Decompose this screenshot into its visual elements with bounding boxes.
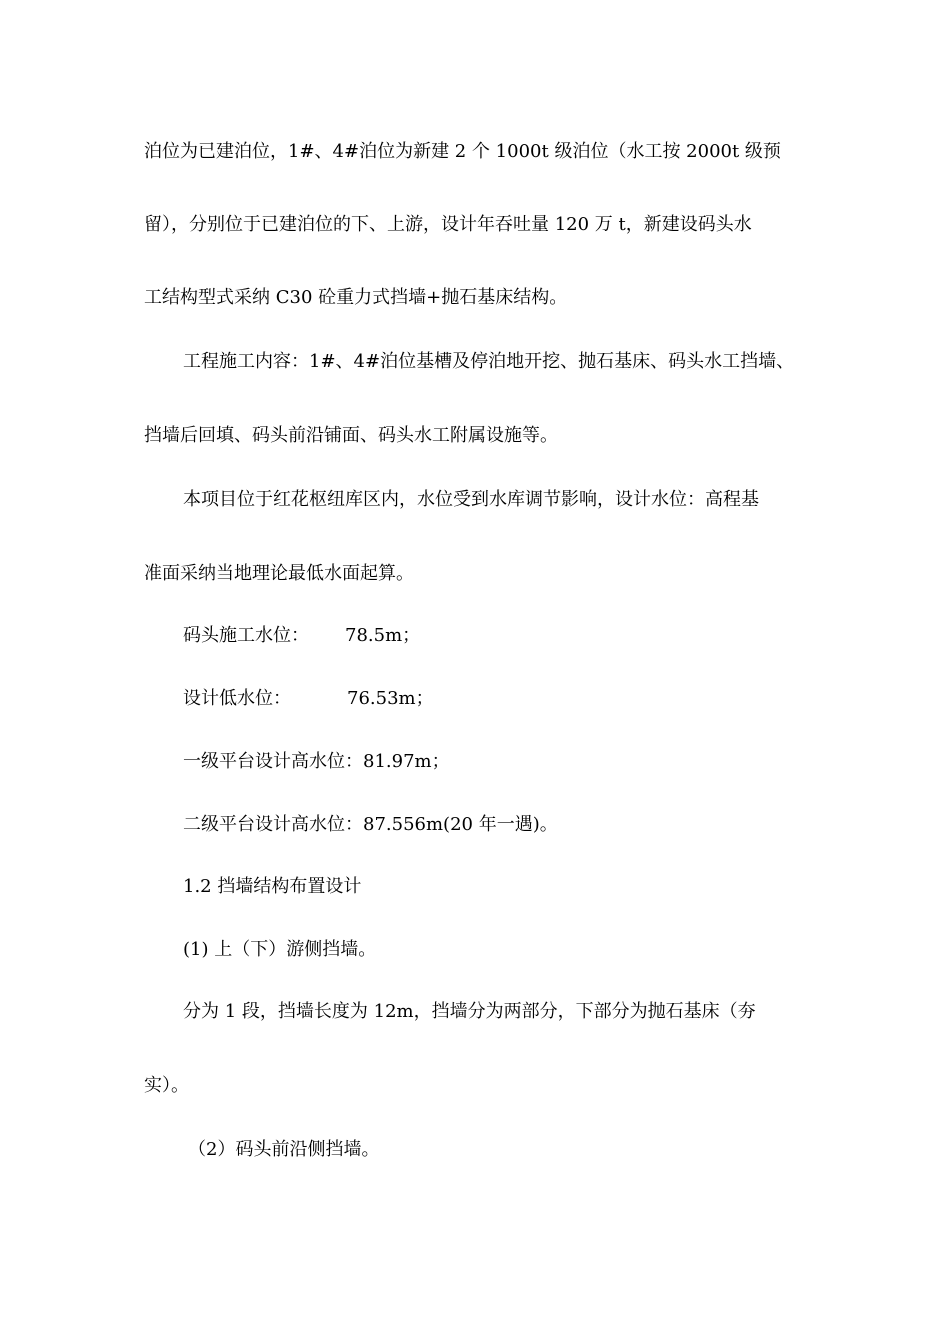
paragraph-4-line-2: 实）。 (144, 1075, 189, 1096)
water-level-value: 76.53m； (347, 688, 434, 709)
water-level-label: 设计低水位： (183, 688, 291, 709)
paragraph-2-line-2: 挡墙后回填、码头前沿铺面、码头水工附属设施等。 (144, 425, 558, 446)
paragraph-3-line-1: 本项目位于红花枢纽库区内，水位受到水库调节影响，设计水位：高程基 (183, 489, 759, 510)
water-level-label: 一级平台设计高水位： (183, 751, 363, 772)
water-level-construction (183, 624, 420, 648)
water-level-value: 81.97m； (363, 751, 450, 772)
paragraph-1-line-3: 工结构型式采纳 C30 砼重力式挡墙+抛石基床结构。 (144, 287, 568, 308)
water-level-value: 87.556m(20 年一遇)。 (363, 814, 558, 835)
section-heading: 1.2 挡墙结构布置设计 (183, 876, 362, 897)
paragraph-2-line-1: 工程施工内容：1#、4#泊位基槽及停泊地开挖、抛石基床、码头水工挡墙、 (183, 351, 795, 372)
subsection-1-heading: (1) 上（下）游侧挡墙。 (183, 939, 377, 960)
paragraph-3-line-2: 准面采纳当地理论最低水面起算。 (144, 563, 414, 584)
water-level-value: 78.5m； (345, 625, 421, 646)
water-level-label: 码头施工水位： (183, 625, 309, 646)
water-level-design-low (183, 687, 434, 711)
paragraph-1-line-1: 泊位为已建泊位，1#、4#泊位为新建 2 个 1000t 级泊位（水工按 2000t 级预 (144, 141, 781, 162)
paragraph-1-line-2: 留），分别位于已建泊位的下、上游，设计年吞吐量 120 万 t，新建设码头水 (144, 214, 752, 235)
water-level-platform-2 (183, 813, 558, 837)
water-level-label: 二级平台设计高水位： (183, 814, 363, 835)
subsection-2-heading: （2）码头前沿侧挡墙。 (188, 1139, 380, 1160)
paragraph-4-line-1: 分为 1 段，挡墙长度为 12m，挡墙分为两部分，下部分为抛石基床（夯 (183, 1001, 756, 1022)
water-level-platform-1 (183, 750, 450, 774)
